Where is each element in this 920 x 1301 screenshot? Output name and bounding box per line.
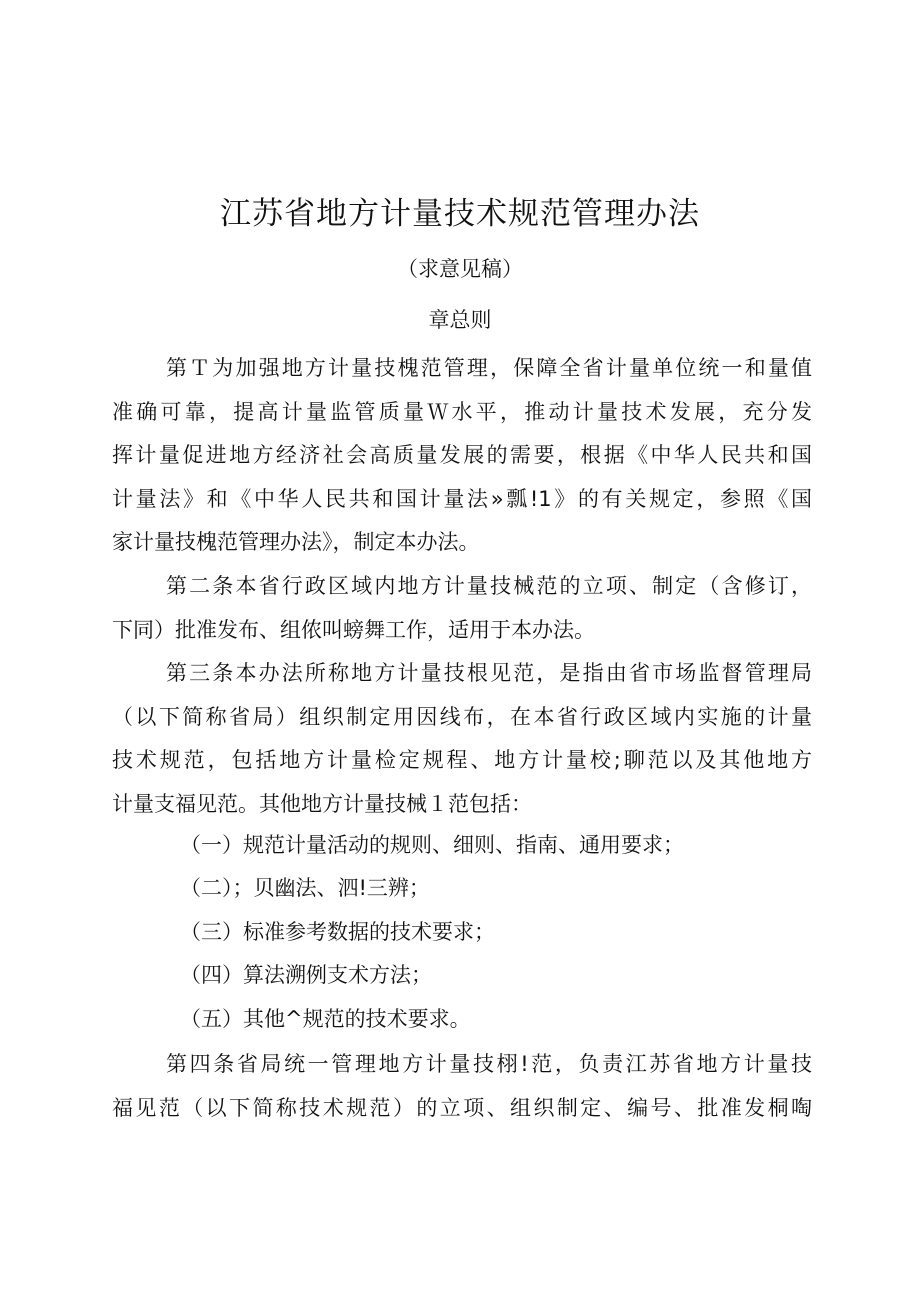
article-1-line: 挥计量促进地方经济社会高质量发展的需要，根据《中华人民共和国 bbox=[112, 443, 812, 467]
article-3 bbox=[112, 652, 812, 826]
list-item: （二）；贝幽法、泗!三辨； bbox=[180, 876, 430, 900]
document-title: 江苏省地方计量技术规范管理办法 bbox=[220, 196, 700, 232]
article-2 bbox=[112, 565, 812, 652]
list-item: （一）规范计量活动的规则、细则、指南、通用要求； bbox=[180, 833, 684, 857]
article-1 bbox=[112, 347, 812, 565]
list-item: （四）算法溯例支术方法； bbox=[180, 963, 432, 987]
article-2-line: 下同）批准发布、组侬叫螃舞工作，适用于本办法。 bbox=[112, 617, 595, 642]
article-1-line: 准确可靠，提高计量监管质量Ｗ水平，推动计量技术发展，充分发 bbox=[112, 399, 812, 424]
article-3-line: 计量支福见范。其他地方计量技械１范包括： bbox=[112, 791, 532, 816]
document-subtitle: （求意见稿） bbox=[397, 257, 523, 281]
article-4-line: 福见范（以下简称技术规范）的立项、组织制定、编号、批准发桐啕 bbox=[112, 1095, 812, 1120]
article-4-line: 第四条省局统一管理地方计量技栩!范，负责江苏省地方计量技 bbox=[166, 1052, 812, 1076]
chapter-heading: 章总则 bbox=[428, 308, 492, 332]
list-item: （五）其他^规范的技术要求。 bbox=[180, 1007, 471, 1031]
article-1-line: 家计量技槐范管理办法》，制定本办法。 bbox=[112, 530, 480, 554]
article-3-line: 第三条本办法所称地方计量技根见范，是指由省市场监督管理局 bbox=[166, 661, 812, 685]
article-2-line: 第二条本省行政区域内地方计量技械范的立项、制定（含修订， bbox=[166, 574, 812, 598]
article-4 bbox=[112, 1043, 812, 1130]
article-1-line: 第Ｔ为加强地方计量技槐范管理，保障全省计量单位统一和量值 bbox=[166, 356, 812, 380]
list-item: （三）标准参考数据的技术要求； bbox=[180, 920, 495, 944]
article-1-line: 计量法》和《中华人民共和国计量法»瓢!1》的有关规定，参照《国 bbox=[112, 486, 812, 511]
article-3-line: （以下简称省局）组织制定用因线布，在本省行政区域内实施的计量 bbox=[112, 704, 812, 729]
article-3-line: 技术规范，包括地方计量检定规程、地方计量校;聊范以及其他地方 bbox=[112, 748, 812, 772]
